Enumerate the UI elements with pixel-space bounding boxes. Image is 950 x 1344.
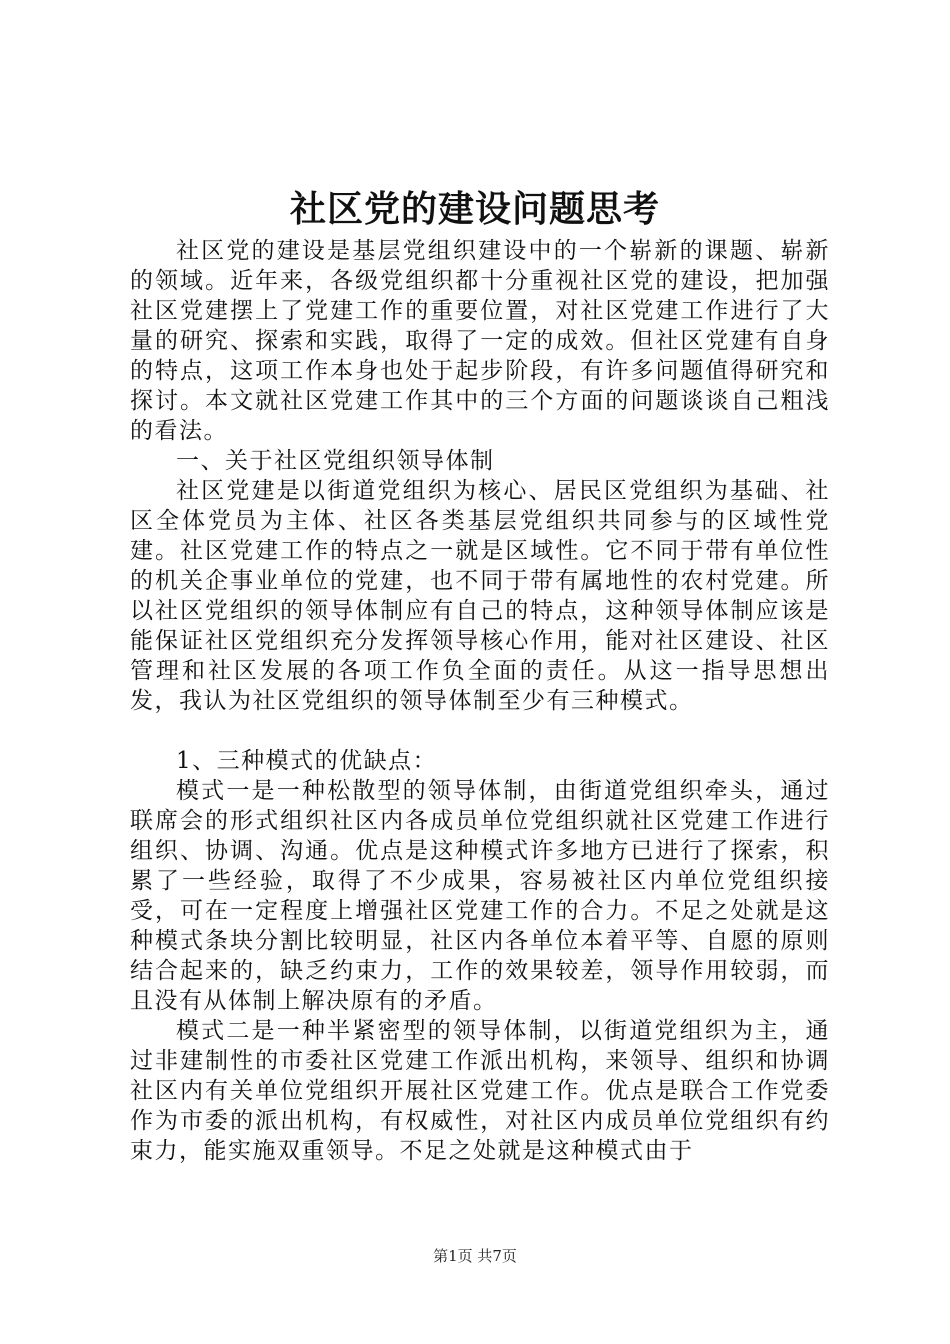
intro-paragraph: 社区党的建设是基层党组织建设中的一个崭新的课题、崭新的领域。近年来，各级党组织都十分重视社区党的建设，把加强社区党建摆上了党建工作的重要位置，对社区党建工作进行了大量的研究、探索和实践，取得了一定的成效。但社区党建有自身的特点，这项工作本身也处于起步阶段，有许多问题值得研究和探讨。本文就社区党建工作其中的三个方面的问题谈谈自己粗浅的看法。 xyxy=(130,238,830,444)
document-title: 社区党的建设问题思考 xyxy=(289,188,660,230)
model-one-paragraph: 模式一是一种松散型的领导体制，由街道党组织牵头，通过联席会的形式组织社区内各成员单位党组织就社区党建工作进行组织、协调、沟通。优点是这种模式许多地方已进行了探索，积累了一些经验，取得了不少成果，容易被社区内单位党组织接受，可在一定程度上增强社区党建工作的合力。不足之处就是这种模式条块分割比较明显，社区内各单位本着平等、自愿的原则结合起来的，缺乏约束力，工作的效果较差，领导作用较弱，而且没有从体制上解决原有的矛盾。 xyxy=(130,778,830,1014)
section-1-paragraph: 社区党建是以街道党组织为核心、居民区党组织为基础、社区全体党员为主体、社区各类基层党组织共同参与的区域性党建。社区党建工作的特点之一就是区域性。它不同于带有单位性的机关企事业单位的党建，也不同于带有属地性的农村党建。所以社区党组织的领导体制应有自己的特点，这种领导体制应该是能保证社区党组织充分发挥领导核心作用，能对社区建设、社区管理和社区发展的各项工作负全面的责任。从这一指导思想出发，我认为社区党组织的领导体制至少有三种模式。 xyxy=(130,478,830,714)
blank-line xyxy=(130,716,830,746)
model-two-paragraph: 模式二是一种半紧密型的领导体制，以街道党组织为主，通过非建制性的市委社区党建工作派出机构，来领导、组织和协调社区内有关单位党组织开展社区党建工作。优点是联合工作党委作为市委的派出机构，有权威性，对社区内成员单位党组织有约束力，能实施双重领导。不足之处就是这种模式由于 xyxy=(130,1018,830,1164)
subsection-heading-1: 1、三种模式的优缺点： xyxy=(176,748,438,774)
page-footer: 第1页 共7页 xyxy=(433,1247,517,1265)
document-body xyxy=(130,236,830,1166)
section-heading-1: 一、关于社区党组织领导体制 xyxy=(176,448,495,474)
